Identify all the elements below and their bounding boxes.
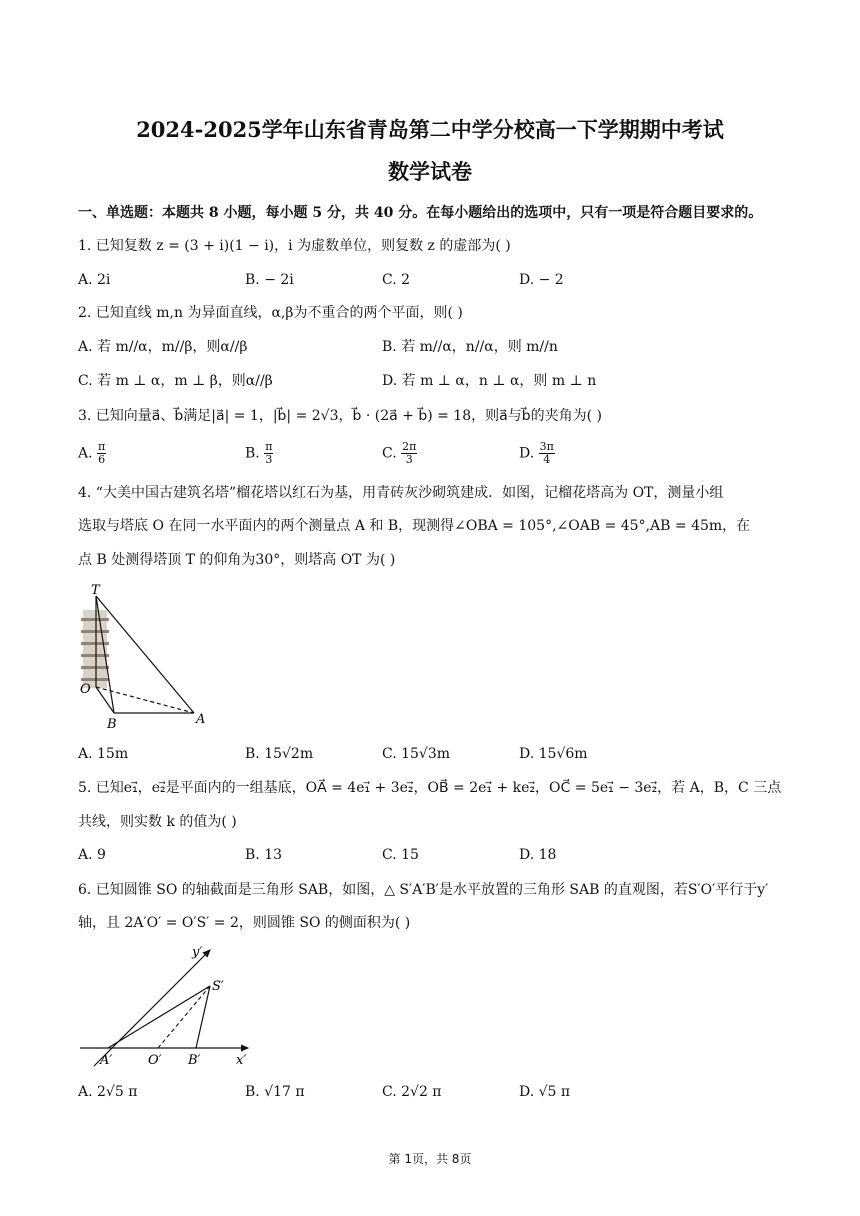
label-s: S′ [212,979,224,994]
frac-num: 2π [402,440,417,453]
q3-option-b [245,441,273,466]
tower-figure [74,580,224,730]
q2-option-a: A. 若 m//α，m//β，则α//β [78,339,248,355]
label-x-axis: x′ [236,1053,247,1068]
page-footer: 第 1页，共 8页 [388,1152,472,1166]
q3-option-d-fraction [539,441,555,466]
q3-option-c-label: C. [382,445,397,462]
label-t: T [91,583,100,598]
q3-option-d [519,441,555,466]
q1-option-b: B. − 2i [245,272,294,288]
exam-title: 2024-2025学年山东省青岛第二中学分校高一下学期期中考试 [136,117,724,142]
frac-den: 6 [98,453,106,466]
q6-option-d: D. √5 π [519,1084,571,1100]
frac-den: 4 [543,453,551,466]
label-b: B [107,717,117,730]
q1-option-d: D. − 2 [519,272,564,288]
question-2-stem: 2. 已知直线 m,n 为异面直线，α,β为不重合的两个平面，则( ) [78,305,463,321]
q1-option-c: C. 2 [382,272,411,288]
question-4-line1: 4. “大美中国古建筑名塔”榴花塔以红石为基，用青砖灰沙砌筑建成．如图，记榴花塔高为 OT，测量小组 [78,485,724,501]
label-y-axis: y′ [192,945,203,960]
label-a: A′ [100,1053,113,1068]
q5-option-b: B. 13 [245,847,283,863]
label-o: O′ [148,1053,162,1068]
question-3-stem: 3. 已知向量a⃗、b⃗满足|a⃗| = 1，|b⃗| = 2√3，b⃗ · (2a⃗ + b⃗) = 18，则a⃗与b⃗的夹角为( ) [78,408,602,424]
q2-option-b: B. 若 m//α，n//α，则 m//n [382,339,558,355]
question-1-stem: 1. 已知复数 z = (3 + i)(1 − i)，i 为虚数单位，则复数 z 的虚部为( ) [78,238,511,254]
frac-den: 3 [265,453,273,466]
question-6-line1: 6. 已知圆锥 SO 的轴截面是三角形 SAB，如图，△ S′A′B′是水平放置的三角形 SAB 的直观图，若S′O′平行于y′ [78,882,769,898]
question-4-line3: 点 B 处测得塔顶 T 的仰角为30°，则塔高 OT 为( ) [78,552,396,568]
pagoda-icon [81,610,109,688]
q6-option-b: B. √17 π [245,1084,305,1100]
q6-option-a: A. 2√5 π [78,1084,138,1100]
question-5-line2: 共线，则实数 k 的值为( ) [78,814,237,830]
frac-num: 3π [539,440,554,453]
label-b: B′ [188,1053,201,1068]
q3-option-d-label: D. [519,445,535,462]
q3-option-a-fraction [97,441,106,466]
q2-option-d: D. 若 m ⊥ α，n ⊥ α，则 m ⊥ n [382,373,597,389]
question-4-line2: 选取与塔底 O 在同一水平面内的两个测量点 A 和 B，现测得∠OBA = 105°,∠OAB = 45°,AB = 45m，在 [78,518,751,534]
q3-option-c [382,441,417,466]
frac-num: π [265,440,273,453]
exam-subtitle: 数学试卷 [388,159,472,184]
q6-option-c: C. 2√2 π [382,1084,442,1100]
q3-option-c-fraction [401,441,417,466]
q4-option-d: D. 15√6m [519,746,588,762]
q1-option-a: A. 2i [78,272,111,288]
q4-option-a: A. 15m [78,746,129,762]
q3-option-a-label: A. [78,445,93,462]
frac-num: π [98,440,106,453]
question-5-line1: 5. 已知e₁⃗，e₂⃗是平面内的一组基底，OA⃗ = 4e₁⃗ + 3e₂⃗，OB⃗ = 2e₁⃗ + ke₂⃗，OC⃗ = 5e₁⃗ − 3e₂⃗，若 A，B，C 三点 [78,780,782,796]
oblique-view-figure [76,938,266,1070]
q4-option-b: B. 15√2m [245,746,314,762]
question-6-line2: 轴，且 2A′O′ = O′S′ = 2，则圆锥 SO 的侧面积为( ) [78,915,411,931]
q4-option-c: C. 15√3m [382,746,451,762]
q3-option-a [78,441,106,466]
section-heading: 一、单选题：本题共 8 小题，每小题 5 分，共 40 分。在每小题给出的选项中，只有一项是符合题目要求的。 [78,205,763,221]
q5-option-d: D. 18 [519,847,557,863]
q5-option-c: C. 15 [382,847,419,863]
q5-option-a: A. 9 [78,847,106,863]
label-o: O [80,682,91,697]
frac-den: 3 [405,453,413,466]
label-a: A [196,712,206,727]
q3-option-b-fraction [264,441,273,466]
q3-option-b-label: B. [245,445,260,462]
q2-option-c: C. 若 m ⊥ α，m ⊥ β，则α//β [78,373,273,389]
